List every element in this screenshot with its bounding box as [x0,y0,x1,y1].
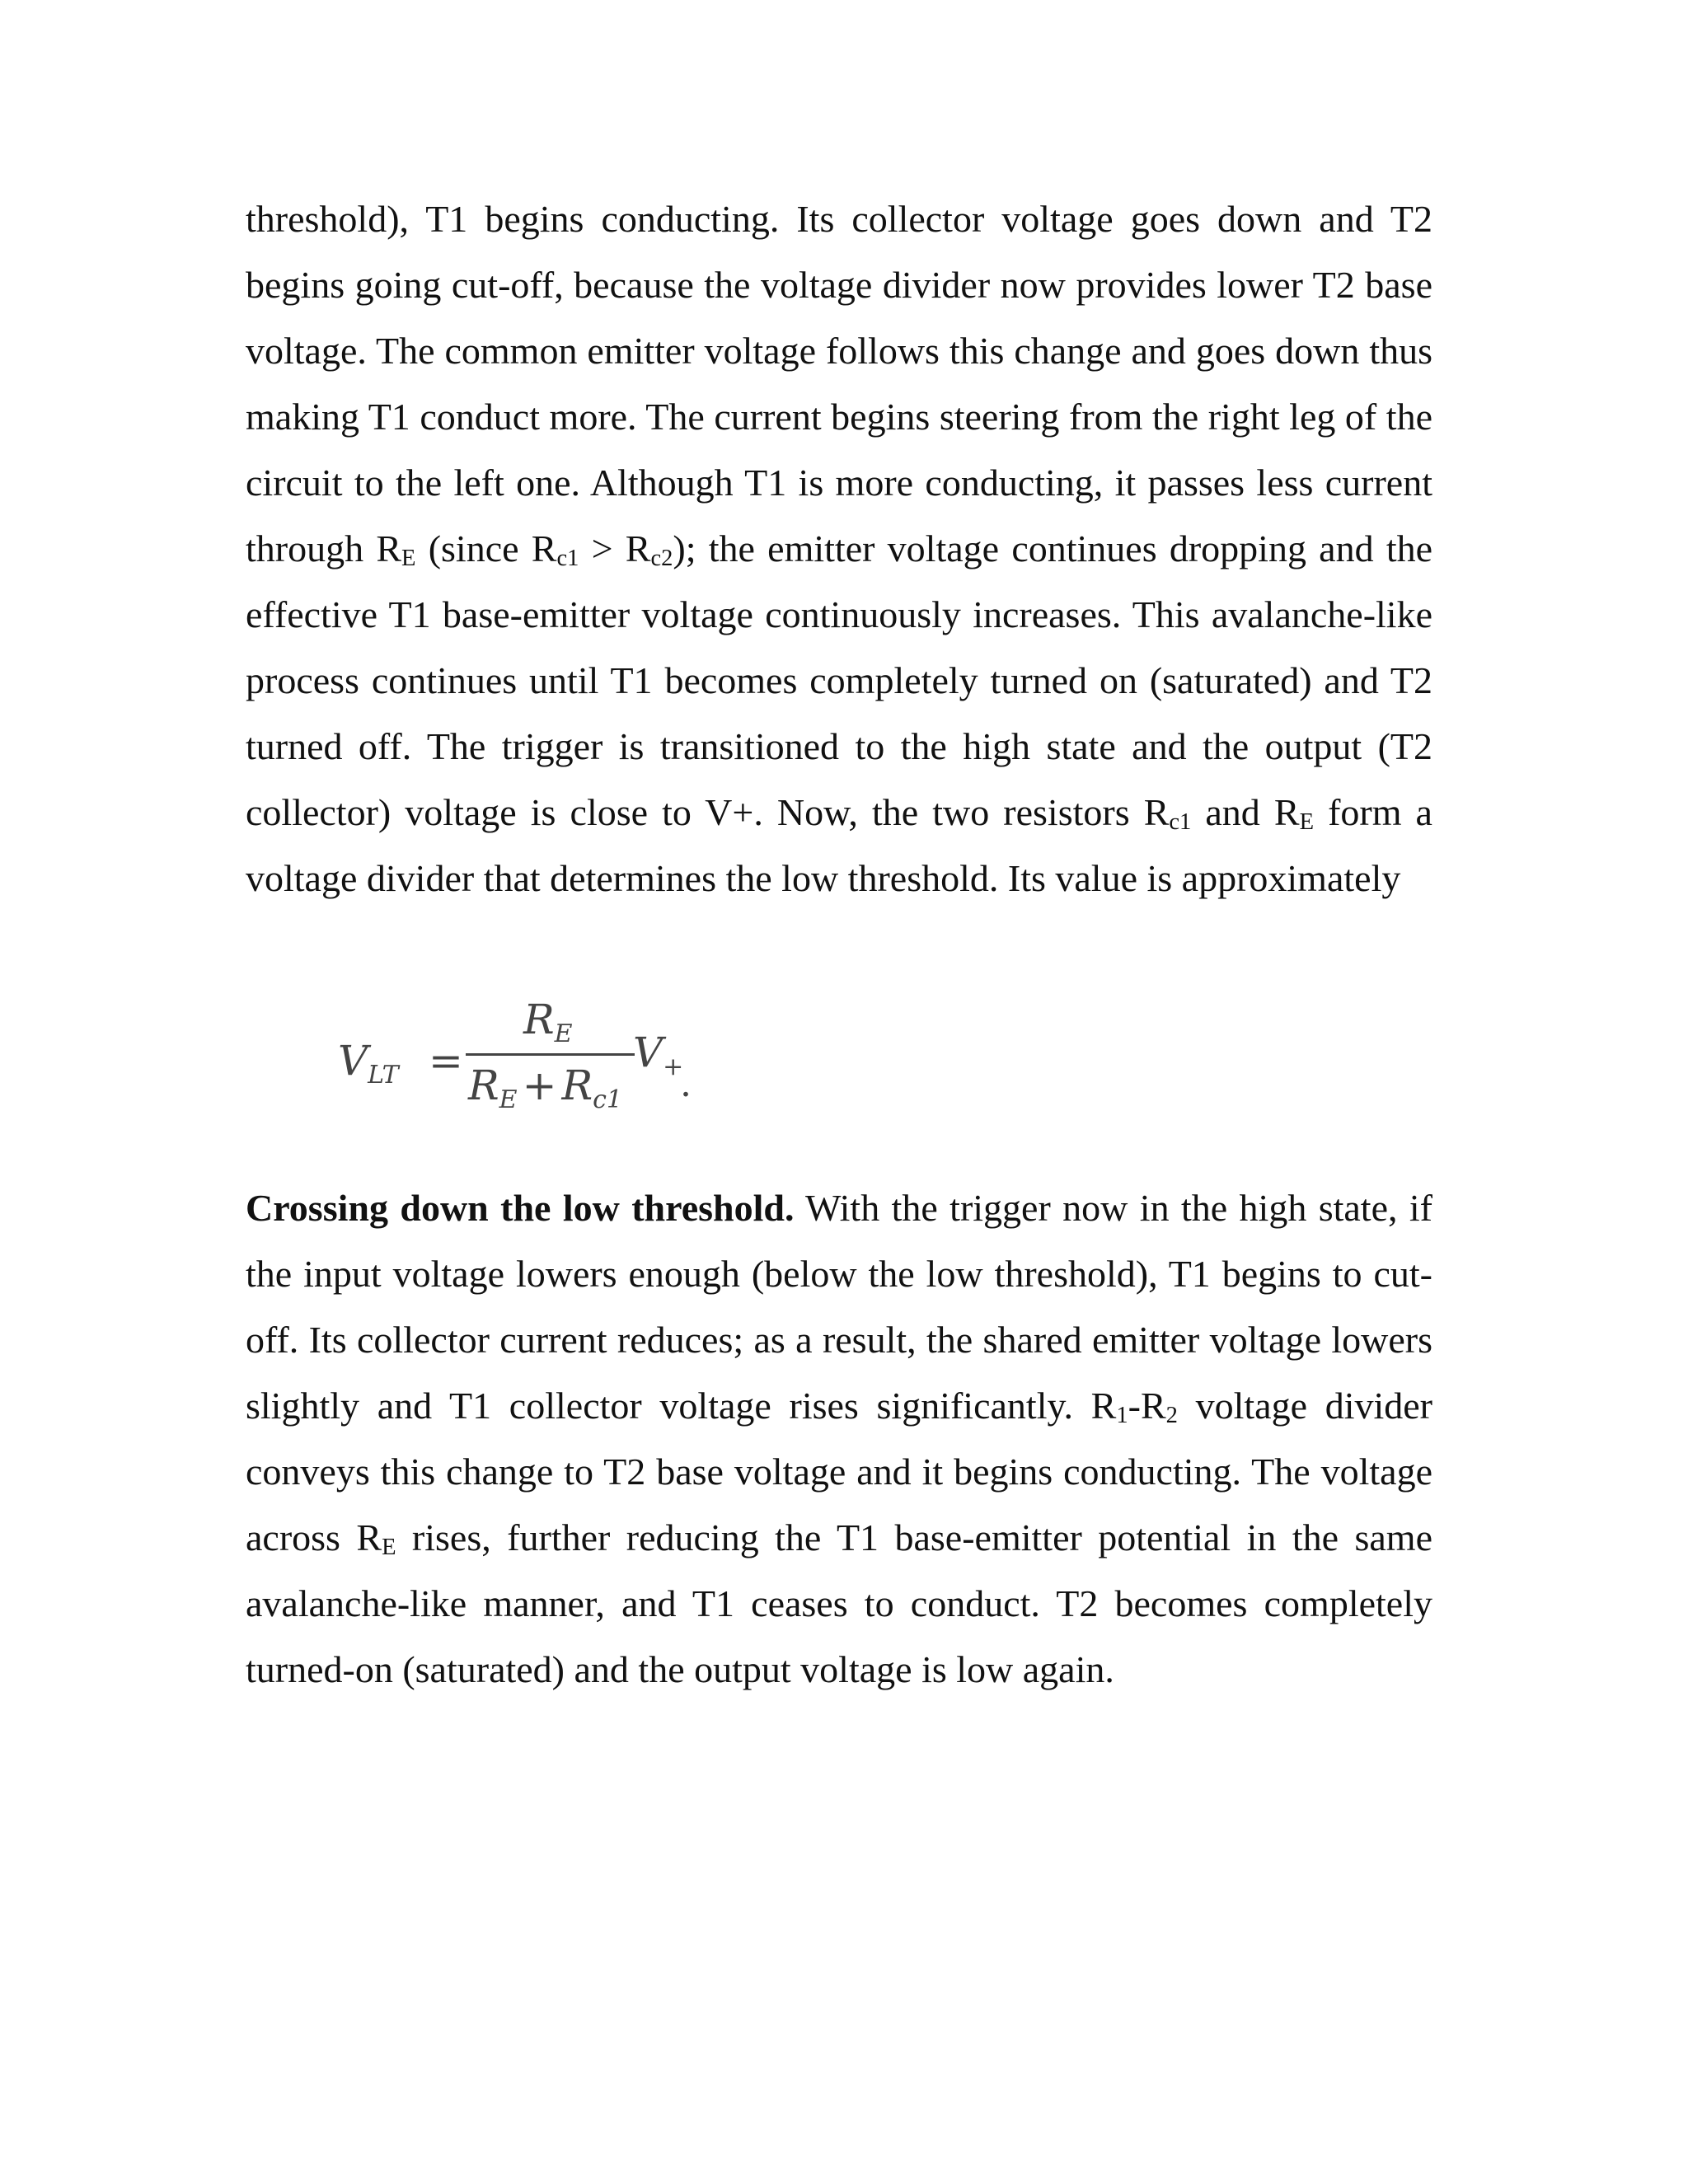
equation-lhs [338,1037,399,1090]
equation-num-sub: E [554,1019,573,1048]
text-run: With the trigger now in the high state, if the input voltage lowers enough (below the low threshold), T1 begins to cut-off. Its collector current reduces; as a result, the shared emitter voltage lowers slightly and T1 collector voltage rises significantly. R [246,1187,1432,1427]
equation-rhs [633,1029,684,1081]
text-run: threshold), T1 begins conducting. Its collector voltage goes down and T2 begins going cut-off, because the voltage divider now provides lower T2 base voltage. The common emitter voltage follows this change and goes down thus making T1 conduct more. The current begins steering from the right leg of the circuit to the left one. Although T1 is more conducting, it passes less current through R [246,198,1432,569]
text-run: (since R [415,527,557,569]
equation-den-plus: + [522,1062,557,1109]
text-run: rises, further reducing the T1 base-emitter potential in the same avalanche-like manner, and T1 ceases to conduct. T2 becomes completely turned-on (saturated) and the output voltage is low again. [246,1516,1432,1690]
equation-lhs-sub: LT [368,1061,399,1090]
text-run: form a voltage divider that determines the low threshold. Its value is approximately [246,791,1432,899]
equation-den-sub1: E [499,1085,518,1114]
subscript: 1 [1116,1403,1128,1429]
fraction-bar [466,1053,635,1056]
equation-lhs-var: V [338,1037,368,1085]
equation-num-var: R [523,996,555,1043]
paragraph-heading: Crossing down the low threshold. [246,1187,795,1229]
text-run: and R [1191,791,1300,833]
subscript: c2 [650,546,673,572]
subscript: c1 [556,546,579,572]
subscript: c1 [1169,809,1192,836]
text-run: ); the emitter voltage continues dropping and the effective T1 base-emitter voltage continuously increases. This avalanche-like process continues until T1 becomes completely turned on (saturated) and T2 turned off. The trigger is transitioned to the high state and the output (T2 collector) voltage is close to V+. Now, the two resistors R [246,527,1433,833]
equation-den-sub2: c1 [593,1085,623,1114]
equation-den-var2: R [561,1062,593,1109]
text-run: > R [579,527,651,569]
equation-period: . [680,1063,692,1105]
subscript: E [382,1535,396,1561]
text-run: -R [1128,1385,1166,1427]
equation-numerator [523,996,573,1048]
equation-equals: = [429,1037,463,1085]
low-threshold-equation [338,996,750,1127]
subscript: E [401,546,416,572]
paragraph-crossing-down-low-threshold [246,1175,1432,1703]
equation-rhs-sub: + [663,1052,684,1081]
equation-den-var1: R [468,1062,499,1109]
equation-rhs-var: V [633,1029,663,1076]
paragraph-threshold-crossing-up [246,186,1432,912]
subscript: 2 [1165,1403,1178,1429]
subscript: E [1299,809,1314,836]
text-run: voltage divider conveys this change to T2 base voltage and it begins conducting. The voltage across R [246,1385,1432,1558]
equation-denominator [468,1062,623,1114]
